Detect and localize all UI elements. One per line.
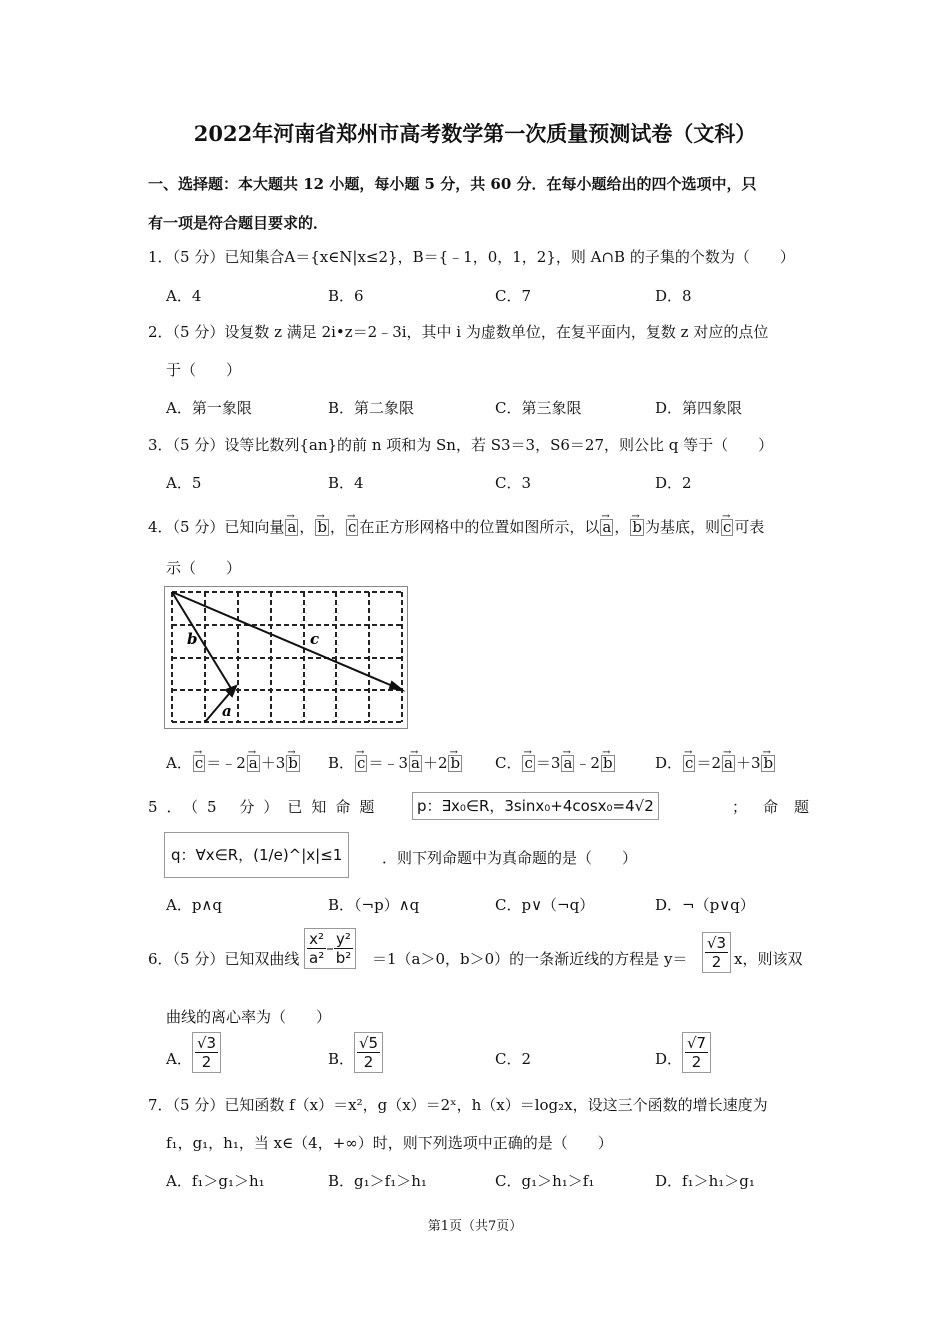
q7-option-b: B．g₁＞f₁＞h₁	[328, 1172, 427, 1190]
label-a: a	[222, 702, 232, 720]
q4-option-d: D．→ c ＝2→ a ＋3→ b	[655, 752, 776, 773]
question-7-stem: 7．（5 分）已知函数 f（x）＝x²，g（x）＝2ˣ，h（x）＝log₂x，设这三个函数的增长速度为	[148, 1096, 768, 1114]
q5-option-b: B．（¬p）∧q	[328, 896, 420, 914]
section-heading-line2: 有一项是符合题目要求的．	[148, 214, 329, 232]
q5-option-d: D．¬（p∨q）	[655, 896, 755, 914]
q7-option-a: A．f₁＞g₁＞h₁	[166, 1172, 265, 1190]
q6-option-a-label: A．	[166, 1050, 192, 1068]
question-2-stem: 2．（5 分）设复数 z 满足 2i•z＝2﹣3i，其中 i 为虚数单位，在复平面内，复数 z 对应的点位	[148, 323, 769, 341]
q4-option-b: B．→ c ＝﹣3→ a ＋2→ b	[328, 752, 463, 773]
question-6-stem-end: x，则该双	[734, 950, 803, 968]
proposition-p-box: p：∃x₀∈R，3sinx₀+4cosx₀=4√2	[412, 792, 659, 820]
q2-option-a: A．第一象限	[166, 399, 252, 417]
q6-option-d-value: $\frac{√7}{2}$	[682, 1032, 711, 1073]
question-5-stem-mid: ；命题	[732, 798, 826, 816]
vector-grid-figure	[164, 586, 408, 729]
question-2-stem-cont: 于（ ）	[166, 361, 242, 379]
q2-option-c: C．第三象限	[495, 399, 582, 417]
page-footer: 第1页（共7页）	[427, 1219, 523, 1234]
q4-option-c: C．→ c ＝3→ a ﹣2→ b	[495, 752, 616, 773]
q1-option-a: A．4	[166, 287, 202, 305]
q1-option-d: D．8	[655, 287, 692, 305]
label-b: b	[187, 630, 198, 648]
q3-option-b: B．4	[328, 474, 364, 492]
q3-option-c: C．3	[495, 474, 532, 492]
q3-option-d: D．2	[655, 474, 692, 492]
q6-option-a-value: $\frac{√3}{2}$	[192, 1032, 221, 1073]
q2-option-d: D．第四象限	[655, 399, 743, 417]
question-7-stem-cont: f₁，g₁，h₁，当 x∈（4，+∞）时，则下列选项中正确的是（ ）	[166, 1134, 613, 1152]
q4-option-a: A．→ c ＝﹣2→ a ＋3→ b	[166, 752, 301, 773]
question-6-stem-cont: 曲线的离心率为（ ）	[166, 1008, 332, 1026]
q5-option-c: C．p∨（¬q）	[495, 896, 595, 914]
question-1-stem: 1．（5 分）已知集合A＝{x∈N|x≤2}，B＝{﹣1，0，1，2}，则 A∩B 的子集的个数为（ ）	[148, 248, 795, 266]
question-6-stem-mid: ＝1（a＞0，b＞0）的一条渐近线的方程是 y＝	[372, 950, 688, 968]
q5-option-a: A．p∧q	[166, 896, 223, 914]
hyperbola-equation: $\frac{\text{x²}}{\text{a²}}$ – $\frac{\text{y²}}{\text{b²}}$	[304, 928, 356, 969]
question-3-stem: 3．（5 分）设等比数列{an}的前 n 项和为 Sn，若 S3＝3，S6＝27，则公比 q 等于（ ）	[148, 436, 774, 454]
q2-option-b: B．第二象限	[328, 399, 415, 417]
page-title: 2022年河南省郑州市高考数学第一次质量预测试卷（文科）	[193, 121, 757, 146]
label-c: c	[310, 630, 320, 648]
q6-option-c: C．2	[495, 1050, 532, 1068]
proposition-q-box: q：∀x∈R，(1/e)^|x|≤1	[164, 832, 349, 878]
q6-option-b-value: $\frac{√5}{2}$	[354, 1032, 383, 1073]
q1-option-c: C．7	[495, 287, 532, 305]
q6-option-b-label: B．	[328, 1050, 355, 1068]
q7-option-d: D．f₁＞h₁＞g₁	[655, 1172, 755, 1190]
section-heading-line1: 一、选择题：本大题共 12 小题，每小题 5 分，共 60 分．在每小题给出的四个选项中，只	[148, 175, 757, 193]
q6-option-d-label: D．	[655, 1050, 683, 1068]
q3-option-a: A．5	[166, 474, 202, 492]
asymptote-fraction: $\frac{√3}{2}$	[702, 932, 731, 973]
question-5-stem: 5．（5 分）已知命题	[148, 798, 384, 816]
q7-option-c: C．g₁＞h₁＞f₁	[495, 1172, 595, 1190]
q1-option-b: B．6	[328, 287, 364, 305]
question-5-stem-end: ．则下列命题中为真命题的是（ ）	[382, 849, 638, 867]
question-4-stem-cont: 示（ ）	[166, 559, 242, 577]
question-4-stem: 4．（5 分）已知向量→ a ，→ b ，→ c 在正方形网格中的位置如图所示，以→ a ，→ b 为基底，则→ c 可表	[148, 516, 764, 537]
question-6-stem: 6．（5 分）已知双曲线	[148, 950, 300, 968]
